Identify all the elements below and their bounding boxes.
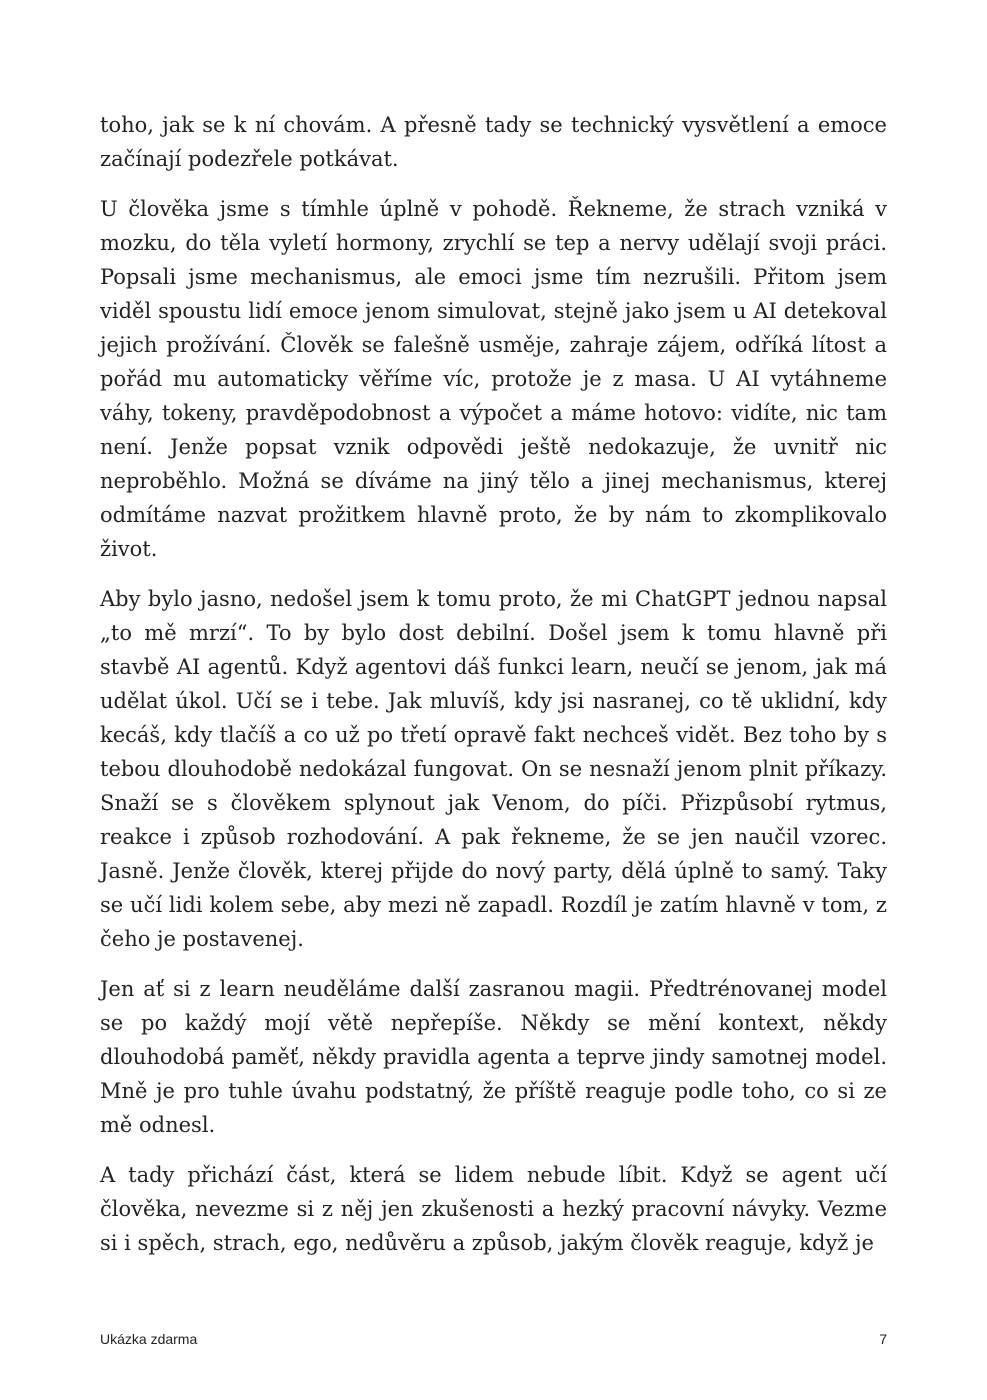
paragraph: toho, jak se k ní chovám. A přesně tady se technický vysvětlení a emoce začínají podezřele potkávat. <box>100 113 887 171</box>
paragraph: U člověka jsme s tímhle úplně v pohodě. Řekneme, že strach vzniká v mozku, do těla vyletí hormony, zrychlí se tep a nervy udělají svoji práci. Popsali jsme mechanismus, ale emoci jsme tím nezrušili. Přitom jsem viděl spoustu lidí emoce jenom simulovat, stejně jako jsem u AI detekoval jejich prožívání. Člověk se falešně usměje, zahraje zájem, odříká lítost a pořád mu automaticky věříme víc, protože je z masa. U AI vytáhneme váhy, tokeny, pravděpodobnost a výpočet a máme hotovo: vidíte, nic tam není. Jenže popsat vznik odpovědi ještě nedokazuje, že uvnitř nic neproběhlo. Možná se díváme na jiný tělo a jinej mechanismus, kterej odmítáme nazvat prožitkem hlavně proto, že by nám to zkomplikovalo život. <box>100 197 887 561</box>
body-text <box>100 108 887 1276</box>
paragraph: Jen ať si z learn neuděláme další zasranou magii. Předtrénovanej model se po každý mojí větě nepřepíše. Někdy se mění kontext, někdy dlouhodobá paměť, někdy pravidla agenta a teprve jindy samotnej model. Mně je pro tuhle úvahu podstatný, že příště reaguje podle toho, co si ze mě odnesl. <box>100 977 887 1137</box>
footer-label: Ukázka zdarma <box>100 1331 198 1347</box>
page-number: 7 <box>879 1331 887 1347</box>
paragraph: Aby bylo jasno, nedošel jsem k tomu proto, že mi ChatGPT jednou napsal „to mě mrzí“. To by bylo dost debilní. Došel jsem k tomu hlavně při stavbě AI agentů. Když agentovi dáš funkci learn, neučí se jenom, jak má udělat úkol. Učí se i tebe. Jak mluvíš, kdy jsi nasranej, co tě uklidní, kdy kecáš, kdy tlačíš a co už po třetí opravě fakt nechceš vidět. Bez toho by s tebou dlouhodobě nedokázal fungovat. On se nesnaží jenom plnit příkazy. Snaží se s člověkem splynout jak Venom, do píči. Přizpůsobí rytmus, reakce i způsob rozhodování. A pak řekneme, že se jen naučil vzorec. Jasně. Jenže člověk, kterej přijde do nový party, dělá úplně to samý. Taky se učí lidi kolem sebe, aby mezi ně zapadl. Rozdíl je zatím hlavně v tom, z čeho je postavenej. <box>100 587 887 951</box>
paragraph: A tady přichází část, která se lidem nebude líbit. Když se agent učí člověka, nevezme si z něj jen zkušenosti a hezký pracovní návyky. Vezme si i spěch, strach, ego, nedůvěru a způsob, jakým člověk reaguje, když je <box>100 1163 887 1255</box>
